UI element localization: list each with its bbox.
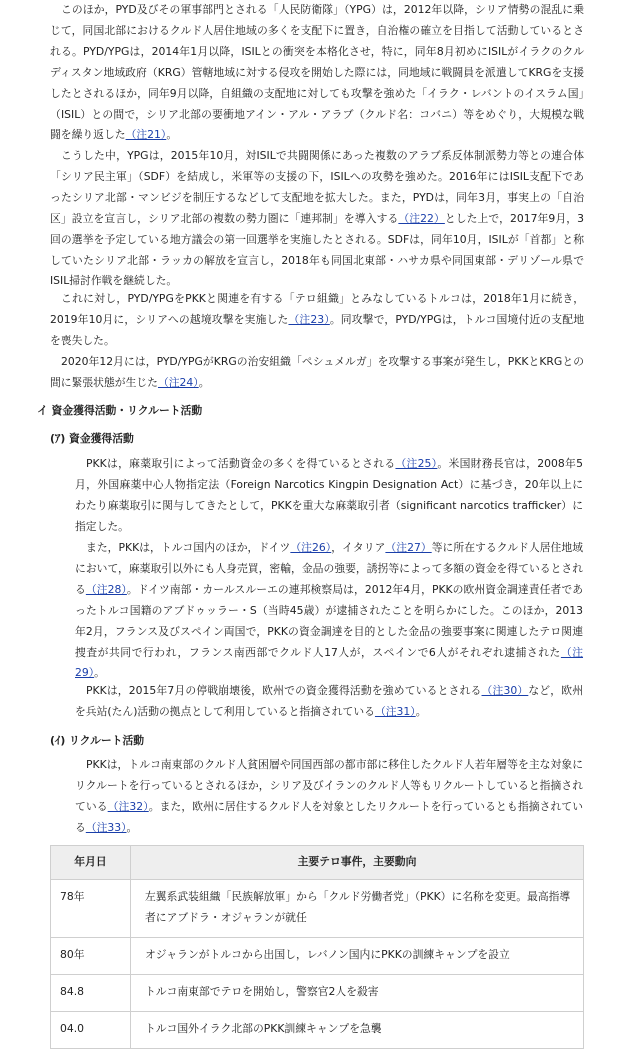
paragraph-text: また，PKKは，トルコ国内のほか，ドイツ bbox=[86, 541, 291, 554]
paragraph-text: 。また，欧州に居住するクルド人を対象としたリクルートを行っているとも指摘されている bbox=[75, 799, 584, 834]
paragraph-drug-trafficking bbox=[75, 454, 583, 538]
footnote-link-33[interactable]: （注33） bbox=[85, 820, 127, 834]
table-row bbox=[51, 880, 584, 938]
paragraph-text: 等に所在するクルド人居住地域において，麻薬取引以外にも人身売買，密輸，金品の強要，誘拐等によって多額の資金を得ているとされる bbox=[75, 541, 583, 596]
event-cell: 左翼系武装組織「民族解放軍」から「クルド労働者党」（PKK）に名称を変更。最高指導者にアブドラ・オジャランが就任 bbox=[131, 880, 584, 938]
footnote-link-23[interactable]: （注23） bbox=[288, 312, 330, 326]
footnote-link-26[interactable]: （注26） bbox=[290, 541, 332, 554]
footnote-link-21[interactable]: （注21） bbox=[125, 128, 167, 142]
paragraph-europe-funding bbox=[75, 538, 583, 684]
paragraph-text: 。 bbox=[94, 666, 105, 680]
footnote-link-31[interactable]: （注31） bbox=[374, 704, 416, 718]
footnote-link-32[interactable]: （注32） bbox=[107, 799, 149, 813]
paragraph-text: とした上で，2017年9月，3回の選挙を予定している地方議会の第一回選挙を実施したとされる。SDFは，同年10月，ISILが「首都」と称していたシリア北部・ラッカの解放を宣言し，2018年も同国北東部・ハサカ県や同国東部・デリゾール県でISIL掃討作戦を継続した。 bbox=[50, 211, 585, 288]
footnote-link-29[interactable]: （注29） bbox=[75, 645, 584, 680]
paragraph-text: PKKは，麻薬取引によって活動資金の多くを得ているとされる bbox=[86, 457, 396, 470]
paragraph-text: 。同攻撃で，PYD/YPGは，トルコ国境付近の支配地を喪失した。 bbox=[50, 312, 585, 347]
table-header-row bbox=[51, 846, 584, 880]
paragraph-text: PKKは，トルコ南東部のクルド人貧困層や同国西部の都市部に移住したクルド人若年層等を主な対象にリクルートを行っているとされるほか，シリア及びイランのクルド人等もリクルートしていると指摘されている bbox=[75, 758, 583, 813]
paragraph-text: これに対し，PYD/YPGをPKKと関連を有する「テロ組織」とみなしているトルコは，2018年1月に続き，2019年10月に，シリアへの越境攻撃を実施した bbox=[50, 292, 584, 326]
paragraph-text: など，欧州を兵站(たん)活動の拠点として利用していると指摘されている bbox=[75, 684, 583, 718]
event-cell: トルコ南東部でテロを開始し，警察官2人を殺害 bbox=[131, 974, 584, 1011]
paragraph-text: 2020年12月には，PYD/YPGがKRGの治安組織「ペシュメルガ」を攻撃する事案が発生し，PKKとKRGとの間に緊張状態が生じた bbox=[50, 355, 584, 389]
column-header-date: 年月日 bbox=[51, 846, 131, 880]
footnote-link-24[interactable]: （注24） bbox=[157, 375, 199, 389]
date-cell: 80年 bbox=[51, 937, 131, 974]
table-row bbox=[51, 1011, 584, 1048]
paragraph-text: ，イタリア bbox=[331, 541, 386, 554]
paragraph-pyd-ypg bbox=[50, 0, 584, 146]
paragraph-sdf bbox=[50, 146, 584, 292]
paragraph-text: 。 bbox=[166, 128, 178, 142]
paragraph-text: 。 bbox=[198, 375, 210, 389]
table-row bbox=[51, 974, 584, 1011]
paragraph-text: 。ドイツ南部・カールスルーエの連邦検察局は，2012年4月，PKKの欧州資金調達責任者であったトルコ国籍のアブドゥッラー・S（当時45歳）が逮捕されたことを明らかにした。このほか，2013年2月，フランス及びスペイン両国で，PKKの資金調達を目的とした金品の強要事案に関連したテロ関連捜査が共同で行われ，フランス南西部でクルド人17人が，スペインで6人がそれぞれ逮捕された bbox=[75, 582, 584, 659]
column-header-event: 主要テロ事件，主要動向 bbox=[131, 846, 584, 880]
paragraph-logistics-base bbox=[75, 681, 583, 723]
paragraph-turkey bbox=[50, 289, 584, 352]
paragraph-krg bbox=[50, 352, 584, 394]
footnote-link-25[interactable]: （注25） bbox=[395, 457, 438, 470]
paragraph-text: 。米国財務長官は，2008年5月，外国麻薬中心人物指定法（Foreign Narcotics Kingpin Designation Act）に基づき，20年以上にわたり麻薬取引に関与してきたとして，PKKを重大な麻薬取引者（significant narcotics trafficker）に指定した。 bbox=[75, 457, 583, 533]
date-cell: 78年 bbox=[51, 880, 131, 938]
paragraph-text: 。 bbox=[126, 820, 138, 834]
footnote-link-22[interactable]: （注22） bbox=[398, 211, 445, 225]
footnote-link-30[interactable]: （注30） bbox=[481, 684, 529, 697]
paragraph-text: このほか，PYD及びその軍事部門とされる「人民防衛隊」（YPG）は，2012年以降，シリア情勢の混乱に乗じて，同国北部におけるクルド人居住地域の多くを支配下に置き，自治権の確立を目指して活動しているとされる。PYD/YPGは，2014年1月以降，ISILとの衝突を本格化させ，特に，同年8月初めにISILがイラクのクルディスタン地域政府（KRG）管轄地域に対する侵攻を開始した際には，同地域に戦闘員を派遣してKRGを支援したとされるほか，同年9月以降，自組織の支配地に対しても攻撃を強めた「イラク・レバントのイスラム国」（ISIL）との間で，シリア北部の要衝地アイン・アル・アラブ（クルド名：コバニ）等をめぐり，大規模な戦闘を繰り返した bbox=[50, 3, 584, 142]
paragraph-text: こうした中，YPGは，2015年10月，対ISILで共闘関係にあった複数のアラブ系反体制派勢力等との連合体「シリア民主軍」（SDF）を結成し，米軍等の支援の下，ISILへの攻勢を強めた。2016年にはISIL支配下であったシリア北部・マンビジを制圧するなどして支配地を拡大した。また，PYDは，同年3月，事実上の「自治区」設立を宣言し，シリア北部の複数の勢力圏に「連邦制」を導入する bbox=[50, 149, 584, 225]
footnote-link-27[interactable]: （注27） bbox=[385, 541, 432, 554]
paragraph-text: 。 bbox=[415, 704, 427, 718]
event-cell: オジャランがトルコから出国し，レバノン国内にPKKの訓練キャンプを設立 bbox=[131, 937, 584, 974]
subheading-funding: (ｱ) 資金獲得活動 bbox=[50, 432, 134, 445]
paragraph-text: PKKは，2015年7月の停戦崩壊後，欧州での資金獲得活動を強めているとされる bbox=[86, 684, 482, 697]
section-heading-funding-recruitment: イ 資金獲得活動・リクルート活動 bbox=[37, 404, 203, 417]
events-table bbox=[50, 845, 584, 1049]
date-cell: 04.0 bbox=[51, 1011, 131, 1048]
date-cell: 84.8 bbox=[51, 974, 131, 1011]
event-cell: トルコ国外イラク北部のPKK訓練キャンプを急襲 bbox=[131, 1011, 584, 1048]
table-row bbox=[51, 937, 584, 974]
subheading-recruitment: (ｲ) リクルート活動 bbox=[50, 734, 145, 747]
footnote-link-28[interactable]: （注28） bbox=[85, 582, 127, 596]
paragraph-recruitment bbox=[75, 755, 583, 839]
